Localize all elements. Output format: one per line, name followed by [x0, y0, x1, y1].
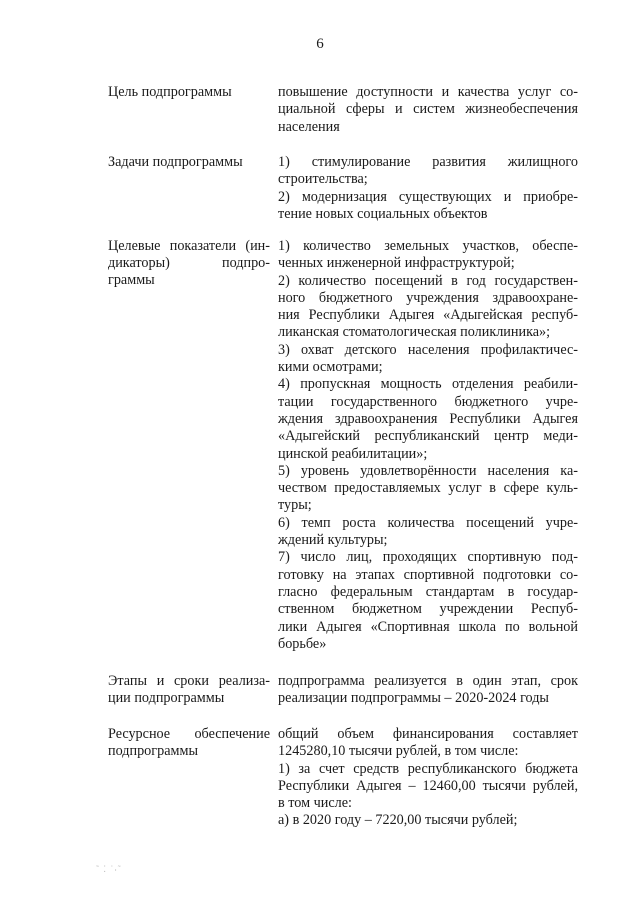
- value-line: лики Адыгея «Спортивная школа по вольной: [278, 618, 578, 635]
- label-line: дикаторы) подпро-: [108, 255, 270, 271]
- row-label: [108, 84, 270, 101]
- row-value: [278, 238, 578, 653]
- value-line: повышение доступности и качества услуг со-: [278, 84, 578, 100]
- value-line: ликанская стоматологическая поликлиника»;: [278, 324, 551, 341]
- label-line: подпрограммы: [108, 743, 198, 759]
- row-value: [278, 84, 578, 136]
- value-line: населения: [278, 118, 340, 135]
- value-line: тение новых социальных объектов: [278, 205, 488, 222]
- label-line: Задачи подпрограммы: [108, 154, 243, 170]
- row-value: [278, 154, 578, 223]
- value-line: строительства;: [278, 171, 368, 188]
- value-line: ждения здравоохранения Республики Адыгея: [278, 410, 578, 427]
- value-line: туры;: [278, 497, 312, 514]
- value-line: «Адыгейский республиканский центр меди-: [278, 428, 578, 445]
- label-line: Целевые показатели (ин-: [108, 238, 270, 254]
- label-line: Ресурсное обеспечение: [108, 726, 270, 742]
- value-line: ния Республики Адыгея «Адыгейская респуб-: [278, 307, 578, 324]
- label-line: граммы: [108, 272, 155, 288]
- value-line: 1) количество земельных участков, обеспе-: [278, 238, 578, 254]
- scan-smudge: ˜ ⁚ ˙⸳˜: [96, 864, 122, 874]
- value-line: борьбе»: [278, 635, 327, 652]
- value-line: а) в 2020 году – 7220,00 тысячи рублей;: [278, 812, 518, 829]
- value-line: 6) темп роста количества посещений учре-: [278, 514, 578, 531]
- value-line: чеством предоставляемых услуг в сфере куль-: [278, 480, 578, 497]
- value-line: 7) число лиц, проходящих спортивную под-: [278, 549, 578, 566]
- value-line: подпрограмма реализуется в один этап, срок: [278, 673, 578, 689]
- value-line: ственном бюджетном учреждении Респуб-: [278, 601, 578, 618]
- value-line: Республики Адыгея – 12460,00 тысячи рублей,: [278, 777, 578, 794]
- value-line: 1) стимулирование развития жилищного: [278, 154, 578, 170]
- row-label: [108, 154, 270, 171]
- value-line: гласно федеральным стандартам в государ-: [278, 583, 578, 600]
- row-label: [108, 673, 270, 707]
- value-line: 4) пропускная мощность отделения реабили-: [278, 376, 578, 393]
- label-line: ции подпрограммы: [108, 690, 225, 706]
- value-line: кими осмотрами;: [278, 359, 383, 376]
- value-line: 1) за счет средств республиканского бюджета: [278, 760, 578, 777]
- row-value: [278, 673, 578, 708]
- row-label: [108, 238, 270, 289]
- value-line: 2) количество посещений в год государствен-: [278, 272, 578, 289]
- value-line: циальной сферы и систем жизнеобеспечения: [278, 101, 578, 118]
- value-line: ждений культуры;: [278, 532, 388, 549]
- value-line: реализации подпрограммы – 2020-2024 годы: [278, 690, 549, 707]
- page-number: 6: [316, 36, 324, 52]
- value-line: ного бюджетного учреждения здравоохране-: [278, 289, 578, 306]
- label-line: Этапы и сроки реализа-: [108, 673, 270, 689]
- value-line: 3) охват детского населения профилактичес-: [278, 341, 578, 358]
- value-line: в том числе:: [278, 795, 352, 812]
- label-line: Цель подпрограммы: [108, 84, 232, 100]
- value-line: 5) уровень удовлетворённости населения ка-: [278, 462, 578, 479]
- value-line: тации государственного бюджетного учре-: [278, 393, 578, 410]
- row-label: [108, 726, 270, 760]
- value-line: готовку на этапах спортивной подготовки со-: [278, 566, 578, 583]
- row-value: [278, 726, 578, 830]
- value-line: 1245280,10 тысячи рублей, в том числе:: [278, 743, 519, 760]
- value-line: цинской реабилитации»;: [278, 445, 428, 462]
- value-line: общий объем финансирования составляет: [278, 726, 578, 742]
- value-line: 2) модернизация существующих и приобре-: [278, 188, 578, 205]
- value-line: ченных инженерной инфраструктурой;: [278, 255, 515, 272]
